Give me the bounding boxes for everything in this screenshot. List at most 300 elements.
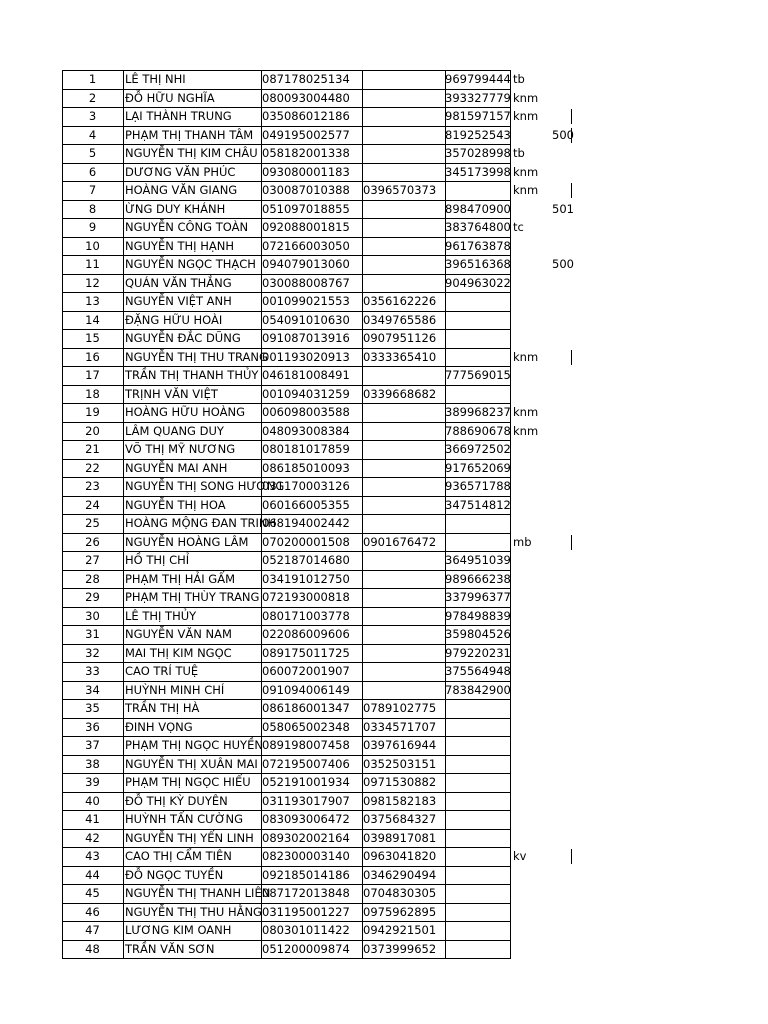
note-cell[interactable] (512, 477, 552, 496)
id-number-cell[interactable]: 030087010388 (262, 183, 350, 197)
name-cell[interactable]: ĐỖ THỊ KỲ DUYÊN (125, 793, 228, 808)
name-cell[interactable]: LÂM QUANG DUY (125, 423, 224, 438)
name-cell[interactable]: NGUYỄN MAI ANH (125, 460, 228, 475)
id-number-cell[interactable]: 060166005355 (262, 497, 350, 512)
id-number-cell[interactable]: 035086012186 (262, 109, 350, 123)
note-cell[interactable] (512, 625, 552, 644)
row-number[interactable]: 47 (85, 923, 100, 937)
row-number[interactable]: 44 (85, 867, 100, 882)
name-cell[interactable]: NGUYỄN THỊ XUÂN MAI (125, 756, 258, 771)
account-number-cell[interactable] (445, 903, 510, 922)
id-number-cell[interactable]: 051200009874 (262, 941, 350, 956)
account-number-cell[interactable]: 979220231 (445, 645, 511, 660)
row-number[interactable]: 10 (85, 238, 100, 253)
extra-value-cell[interactable] (550, 70, 574, 89)
name-cell[interactable]: NGUYỄN THỊ SONG HƯƠNG (125, 479, 285, 493)
note-cell[interactable]: knm (513, 164, 539, 179)
extra-value-cell[interactable] (550, 662, 574, 681)
account-number-cell[interactable]: 357028998 (445, 146, 511, 160)
id-number-cell[interactable]: 089198007458 (262, 738, 350, 752)
row-number[interactable]: 24 (85, 497, 100, 512)
row-number[interactable]: 22 (85, 460, 100, 475)
phone-cell[interactable] (362, 107, 445, 126)
id-number-cell[interactable]: 058065002348 (262, 719, 350, 734)
extra-value-cell[interactable] (550, 274, 574, 293)
account-number-cell[interactable] (445, 718, 510, 737)
note-cell[interactable] (512, 385, 552, 404)
account-number-cell[interactable]: 777569015 (445, 368, 511, 382)
note-cell[interactable] (512, 126, 552, 145)
name-cell[interactable]: ĐỖ NGỌC TUYỀN (125, 867, 224, 882)
name-cell[interactable]: VÕ THỊ MỸ NƯƠNG (125, 442, 236, 456)
row-number[interactable]: 46 (85, 904, 100, 919)
id-number-cell[interactable]: 052187014680 (262, 553, 350, 567)
id-number-cell[interactable]: 046181008491 (262, 368, 350, 382)
account-number-cell[interactable]: 383764800 (445, 220, 511, 234)
note-cell[interactable] (512, 329, 552, 348)
row-number[interactable]: 30 (85, 608, 100, 623)
extra-value-cell[interactable] (550, 681, 574, 700)
account-number-cell[interactable]: 345173998 (445, 164, 511, 179)
id-number-cell[interactable]: 031170003126 (262, 479, 350, 493)
name-cell[interactable]: NGUYỄN ĐẮC DŨNG (125, 331, 241, 345)
extra-value-cell[interactable] (550, 644, 574, 663)
note-cell[interactable] (512, 496, 552, 515)
phone-cell[interactable] (362, 237, 445, 256)
note-cell[interactable] (512, 644, 552, 663)
id-number-cell[interactable]: 060072001907 (262, 664, 350, 678)
phone-cell[interactable]: 0963041820 (363, 849, 437, 863)
account-number-cell[interactable]: 981597157 (445, 109, 511, 123)
row-number[interactable]: 35 (85, 701, 100, 715)
id-number-cell[interactable]: 001094031259 (262, 386, 350, 401)
name-cell[interactable]: NGUYỄN THỊ THU TRANG (125, 349, 268, 364)
account-number-cell[interactable] (445, 329, 510, 348)
extra-value-cell[interactable] (550, 477, 574, 496)
account-number-cell[interactable]: 389968237 (445, 405, 511, 419)
name-cell[interactable]: LƯƠNG KIM OANH (125, 923, 232, 937)
name-cell[interactable]: NGUYỄN VIỆT ANH (125, 294, 232, 308)
phone-cell[interactable]: 0398917081 (363, 830, 437, 845)
phone-cell[interactable] (362, 126, 445, 145)
extra-value-cell[interactable] (550, 514, 574, 533)
id-number-cell[interactable]: 052191001934 (262, 775, 350, 789)
id-number-cell[interactable]: 087172013848 (262, 886, 350, 900)
row-number[interactable]: 14 (85, 312, 100, 327)
account-number-cell[interactable]: 936571788 (445, 479, 511, 493)
extra-value-cell[interactable] (550, 385, 574, 404)
phone-cell[interactable]: 0352503151 (363, 756, 437, 771)
id-number-cell[interactable]: 001193020913 (262, 349, 350, 364)
phone-cell[interactable] (362, 496, 445, 515)
row-number[interactable]: 15 (85, 331, 100, 345)
name-cell[interactable]: TRẦN THỊ HÀ (125, 701, 200, 715)
row-number[interactable]: 27 (85, 553, 100, 567)
account-number-cell[interactable] (445, 829, 510, 848)
account-number-cell[interactable]: 337996377 (445, 590, 511, 604)
name-cell[interactable]: HOÀNG HỮU HOÀNG (125, 405, 245, 419)
extra-value-cell[interactable] (550, 89, 574, 108)
name-cell[interactable]: LÊ THỊ NHI (125, 72, 186, 86)
extra-value-cell[interactable] (550, 440, 574, 459)
account-number-cell[interactable] (445, 514, 510, 533)
id-number-cell[interactable]: 030088008767 (262, 275, 350, 290)
account-number-cell[interactable]: 898470900 (445, 201, 511, 216)
id-number-cell[interactable]: 072193000818 (262, 590, 350, 604)
row-number[interactable]: 42 (85, 830, 100, 845)
phone-cell[interactable]: 0396570373 (363, 183, 437, 197)
row-number[interactable]: 34 (85, 682, 100, 697)
phone-cell[interactable] (362, 588, 445, 607)
phone-cell[interactable] (362, 662, 445, 681)
name-cell[interactable]: QUÁN VĂN THẮNG (125, 275, 232, 290)
phone-cell[interactable]: 0981582183 (363, 793, 437, 808)
row-number[interactable]: 38 (85, 756, 100, 771)
note-cell[interactable]: kv (513, 849, 527, 863)
name-cell[interactable]: NGUYỄN NGỌC THẠCH (125, 257, 256, 271)
account-number-cell[interactable] (445, 181, 510, 200)
id-number-cell[interactable]: 080301011422 (262, 923, 350, 937)
account-number-cell[interactable]: 788690678 (445, 423, 511, 438)
note-cell[interactable] (512, 773, 552, 792)
phone-cell[interactable] (362, 366, 445, 385)
row-number[interactable]: 32 (85, 645, 100, 660)
phone-cell[interactable]: 0373999652 (363, 941, 437, 956)
phone-cell[interactable] (362, 163, 445, 182)
note-cell[interactable] (512, 810, 552, 829)
account-number-cell[interactable] (445, 348, 510, 367)
account-number-cell[interactable]: 819252543 (445, 127, 511, 142)
note-cell[interactable] (512, 792, 552, 811)
row-number[interactable]: 5 (88, 146, 97, 160)
note-cell[interactable] (512, 903, 552, 922)
extra-value-cell[interactable] (550, 292, 574, 311)
note-cell[interactable]: knm (513, 405, 539, 419)
account-number-cell[interactable] (445, 699, 510, 718)
id-number-cell[interactable]: 031195001227 (262, 904, 350, 919)
name-cell[interactable]: NGUYỄN HOÀNG LÂM (125, 534, 249, 549)
note-cell[interactable]: knm (513, 423, 539, 438)
id-number-cell[interactable]: 092185014186 (262, 867, 350, 882)
note-cell[interactable] (512, 588, 552, 607)
row-number[interactable]: 36 (85, 719, 100, 734)
extra-value-cell[interactable] (550, 829, 574, 848)
extra-value-cell[interactable] (550, 422, 574, 441)
name-cell[interactable]: HUỲNH MINH CHÍ (125, 682, 225, 697)
account-number-cell[interactable]: 989666238 (445, 571, 511, 586)
name-cell[interactable]: LẠI THÀNH TRUNG (125, 109, 232, 123)
name-cell[interactable]: NGUYỄN THỊ THU HẰNG (125, 904, 262, 919)
extra-value-cell[interactable] (550, 921, 574, 940)
phone-cell[interactable] (362, 644, 445, 663)
note-cell[interactable] (512, 829, 552, 848)
note-cell[interactable] (512, 607, 552, 626)
note-cell[interactable] (512, 736, 552, 755)
extra-value-cell[interactable]: 500 (552, 127, 574, 142)
account-number-cell[interactable]: 969799444 (445, 72, 511, 86)
row-number[interactable]: 28 (85, 571, 100, 586)
extra-value-cell[interactable]: 501 (552, 201, 574, 216)
id-number-cell[interactable]: 070200001508 (262, 534, 350, 549)
account-number-cell[interactable] (445, 533, 510, 552)
name-cell[interactable]: ĐỖ HỮU NGHĨA (125, 90, 215, 105)
row-number[interactable]: 8 (88, 201, 97, 216)
note-cell[interactable]: knm (513, 349, 539, 364)
account-number-cell[interactable] (445, 884, 510, 903)
id-number-cell[interactable]: 072195007406 (262, 756, 350, 771)
account-number-cell[interactable]: 375564948 (445, 664, 511, 678)
row-number[interactable]: 21 (85, 442, 100, 456)
name-cell[interactable]: ĐẶNG HỮU HOÀI (125, 312, 223, 327)
id-number-cell[interactable]: 006098003588 (262, 405, 350, 419)
phone-cell[interactable] (362, 459, 445, 478)
account-number-cell[interactable]: 347514812 (445, 497, 511, 512)
extra-value-cell[interactable] (550, 884, 574, 903)
row-number[interactable]: 11 (85, 257, 100, 271)
id-number-cell[interactable]: 089302002164 (262, 830, 350, 845)
account-number-cell[interactable] (445, 755, 510, 774)
note-cell[interactable] (512, 366, 552, 385)
account-number-cell[interactable] (445, 385, 510, 404)
extra-value-cell[interactable] (550, 163, 574, 182)
note-cell[interactable] (512, 884, 552, 903)
row-number[interactable]: 7 (88, 183, 97, 197)
extra-value-cell[interactable] (550, 699, 574, 718)
phone-cell[interactable] (362, 274, 445, 293)
phone-cell[interactable] (362, 551, 445, 570)
name-cell[interactable]: PHẠM THỊ NGỌC HIẾU (125, 775, 251, 789)
id-number-cell[interactable]: 094079013060 (262, 257, 350, 271)
extra-value-cell[interactable] (550, 810, 574, 829)
name-cell[interactable]: CAO TRÍ TUỆ (125, 664, 199, 678)
row-number[interactable]: 41 (85, 812, 100, 826)
account-number-cell[interactable]: 364951039 (445, 553, 511, 567)
name-cell[interactable]: NGUYỄN CÔNG TOÀN (125, 220, 249, 234)
name-cell[interactable]: NGUYỄN THỊ THANH LIÊN (125, 886, 271, 900)
account-number-cell[interactable]: 961763878 (445, 238, 511, 253)
row-number[interactable]: 16 (85, 349, 100, 364)
extra-value-cell[interactable] (550, 866, 574, 885)
name-cell[interactable]: NGUYỄN THỊ HẠNH (125, 238, 234, 253)
extra-value-cell[interactable] (550, 792, 574, 811)
account-number-cell[interactable] (445, 940, 510, 959)
phone-cell[interactable] (362, 200, 445, 219)
phone-cell[interactable]: 0789102775 (363, 701, 437, 715)
account-number-cell[interactable]: 783842900 (445, 682, 511, 697)
phone-cell[interactable] (362, 403, 445, 422)
name-cell[interactable]: PHẠM THỊ THANH TÂM (125, 127, 254, 142)
row-number[interactable]: 6 (88, 164, 97, 179)
name-cell[interactable]: LÊ THỊ THỦY (125, 608, 197, 623)
name-cell[interactable]: DƯƠNG VĂN PHÚC (125, 164, 236, 179)
row-number[interactable]: 19 (85, 405, 100, 419)
phone-cell[interactable] (362, 477, 445, 496)
id-number-cell[interactable]: 034191012750 (262, 571, 350, 586)
row-number[interactable]: 31 (85, 627, 100, 641)
phone-cell[interactable] (362, 514, 445, 533)
name-cell[interactable]: CAO THỊ CẨM TIÊN (125, 849, 232, 863)
note-cell[interactable] (512, 200, 552, 219)
row-number[interactable]: 18 (85, 386, 100, 401)
id-number-cell[interactable]: 092088001815 (262, 220, 350, 234)
row-number[interactable]: 2 (88, 90, 97, 105)
extra-value-cell[interactable] (550, 607, 574, 626)
note-cell[interactable]: tb (513, 146, 525, 160)
phone-cell[interactable]: 0397616944 (363, 738, 437, 752)
row-number[interactable]: 1 (88, 72, 97, 86)
id-number-cell[interactable]: 082300003140 (262, 849, 350, 863)
phone-cell[interactable] (362, 681, 445, 700)
phone-cell[interactable]: 0942921501 (363, 923, 437, 937)
phone-cell[interactable]: 0975962895 (363, 904, 437, 919)
extra-value-cell[interactable] (550, 625, 574, 644)
name-cell[interactable]: NGUYỄN THỊ HOA (125, 497, 226, 512)
phone-cell[interactable]: 0346290494 (363, 867, 437, 882)
id-number-cell[interactable]: 089175011725 (262, 645, 350, 660)
name-cell[interactable]: PHẠM THỊ NGỌC HUYỀN (125, 738, 263, 752)
note-cell[interactable] (512, 681, 552, 700)
extra-value-cell[interactable]: 500 (552, 257, 574, 271)
id-number-cell[interactable]: 083093006472 (262, 812, 350, 826)
extra-value-cell[interactable] (550, 459, 574, 478)
phone-cell[interactable]: 0349765586 (363, 312, 437, 327)
name-cell[interactable]: TRỊNH VĂN VIỆT (125, 386, 218, 401)
note-cell[interactable] (512, 699, 552, 718)
note-cell[interactable] (512, 755, 552, 774)
note-cell[interactable] (512, 255, 552, 274)
phone-cell[interactable] (362, 570, 445, 589)
note-cell[interactable] (512, 440, 552, 459)
id-number-cell[interactable]: 054091010630 (262, 312, 350, 327)
extra-value-cell[interactable] (550, 237, 574, 256)
row-number[interactable]: 20 (85, 423, 100, 438)
extra-value-cell[interactable] (550, 940, 574, 959)
account-number-cell[interactable] (445, 311, 510, 330)
account-number-cell[interactable]: 917652069 (445, 460, 511, 475)
note-cell[interactable]: knm (513, 109, 539, 123)
row-number[interactable]: 33 (85, 664, 100, 678)
name-cell[interactable]: NGUYỄN THỊ KIM CHÂU (125, 146, 258, 160)
account-number-cell[interactable] (445, 736, 510, 755)
note-cell[interactable] (512, 718, 552, 737)
account-number-cell[interactable]: 393327779 (445, 90, 511, 105)
row-number[interactable]: 3 (88, 109, 97, 123)
note-cell[interactable] (512, 514, 552, 533)
note-cell[interactable] (512, 237, 552, 256)
name-cell[interactable]: NGUYỄN VĂN NAM (125, 627, 232, 641)
note-cell[interactable] (512, 921, 552, 940)
extra-value-cell[interactable] (550, 718, 574, 737)
row-number[interactable]: 17 (85, 368, 100, 382)
row-number[interactable]: 26 (85, 534, 100, 549)
phone-cell[interactable]: 0901676472 (363, 534, 437, 549)
row-number[interactable]: 43 (85, 849, 100, 863)
id-number-cell[interactable]: 086185010093 (262, 460, 350, 475)
phone-cell[interactable]: 0356162226 (363, 294, 437, 308)
note-cell[interactable] (512, 459, 552, 478)
name-cell[interactable]: TRẦN THỊ THANH THỦY (125, 368, 259, 382)
name-cell[interactable]: MAI THỊ KIM NGỌC (125, 645, 232, 660)
phone-cell[interactable] (362, 255, 445, 274)
account-number-cell[interactable]: 904963022 (445, 275, 511, 290)
phone-cell[interactable] (362, 440, 445, 459)
account-number-cell[interactable]: 366972502 (445, 442, 511, 456)
note-cell[interactable] (512, 274, 552, 293)
id-number-cell[interactable]: 080181017859 (262, 442, 350, 456)
phone-cell[interactable] (362, 70, 445, 89)
account-number-cell[interactable]: 396516368 (445, 257, 511, 271)
account-number-cell[interactable] (445, 866, 510, 885)
id-number-cell[interactable]: 022086009606 (262, 627, 350, 641)
extra-value-cell[interactable] (550, 403, 574, 422)
note-cell[interactable] (512, 866, 552, 885)
phone-cell[interactable]: 0375684327 (363, 812, 437, 826)
phone-cell[interactable]: 0334571707 (363, 719, 437, 734)
phone-cell[interactable]: 0333365410 (363, 349, 437, 364)
phone-cell[interactable]: 0971530882 (363, 775, 437, 789)
account-number-cell[interactable]: 359804526 (445, 627, 511, 641)
phone-cell[interactable] (362, 144, 445, 163)
name-cell[interactable]: HOÀNG VĂN GIANG (125, 183, 238, 197)
phone-cell[interactable] (362, 89, 445, 108)
id-number-cell[interactable]: 051097018855 (262, 201, 350, 216)
account-number-cell[interactable] (445, 847, 510, 866)
phone-cell[interactable]: 0339668682 (363, 386, 437, 401)
extra-value-cell[interactable] (550, 736, 574, 755)
phone-cell[interactable] (362, 422, 445, 441)
name-cell[interactable]: TRẦN VĂN SƠN (125, 941, 215, 956)
name-cell[interactable]: HUỲNH TẤN CƯỜNG (125, 812, 244, 826)
row-number[interactable]: 9 (88, 220, 97, 234)
note-cell[interactable] (512, 662, 552, 681)
extra-value-cell[interactable] (550, 218, 574, 237)
account-number-cell[interactable] (445, 292, 510, 311)
phone-cell[interactable] (362, 218, 445, 237)
name-cell[interactable]: HỒ THỊ CHỈ (125, 553, 190, 567)
extra-value-cell[interactable] (550, 144, 574, 163)
note-cell[interactable] (512, 551, 552, 570)
row-number[interactable]: 13 (85, 294, 100, 308)
name-cell[interactable]: PHẠM THỊ HẢI GẤM (125, 571, 236, 586)
note-cell[interactable]: knm (513, 90, 539, 105)
id-number-cell[interactable]: 031193017907 (262, 793, 350, 808)
note-cell[interactable]: tb (513, 72, 525, 86)
extra-value-cell[interactable] (550, 329, 574, 348)
row-number[interactable]: 25 (85, 516, 100, 530)
phone-cell[interactable]: 0704830305 (363, 886, 437, 900)
note-cell[interactable]: mb (513, 534, 532, 549)
id-number-cell[interactable]: 080171003778 (262, 608, 350, 623)
extra-value-cell[interactable] (550, 570, 574, 589)
note-cell[interactable] (512, 570, 552, 589)
id-number-cell[interactable]: 093080001183 (262, 164, 350, 179)
phone-cell[interactable]: 0907951126 (363, 331, 437, 345)
row-number[interactable]: 23 (85, 479, 100, 493)
account-number-cell[interactable] (445, 921, 510, 940)
extra-value-cell[interactable] (550, 496, 574, 515)
extra-value-cell[interactable] (550, 773, 574, 792)
row-number[interactable]: 40 (85, 793, 100, 808)
note-cell[interactable]: knm (513, 183, 539, 197)
id-number-cell[interactable]: 086186001347 (262, 701, 350, 715)
extra-value-cell[interactable] (550, 903, 574, 922)
row-number[interactable]: 48 (85, 941, 100, 956)
row-number[interactable]: 45 (85, 886, 100, 900)
extra-value-cell[interactable] (550, 366, 574, 385)
id-number-cell[interactable]: 058182001338 (262, 146, 350, 160)
phone-cell[interactable] (362, 607, 445, 626)
phone-cell[interactable] (362, 625, 445, 644)
